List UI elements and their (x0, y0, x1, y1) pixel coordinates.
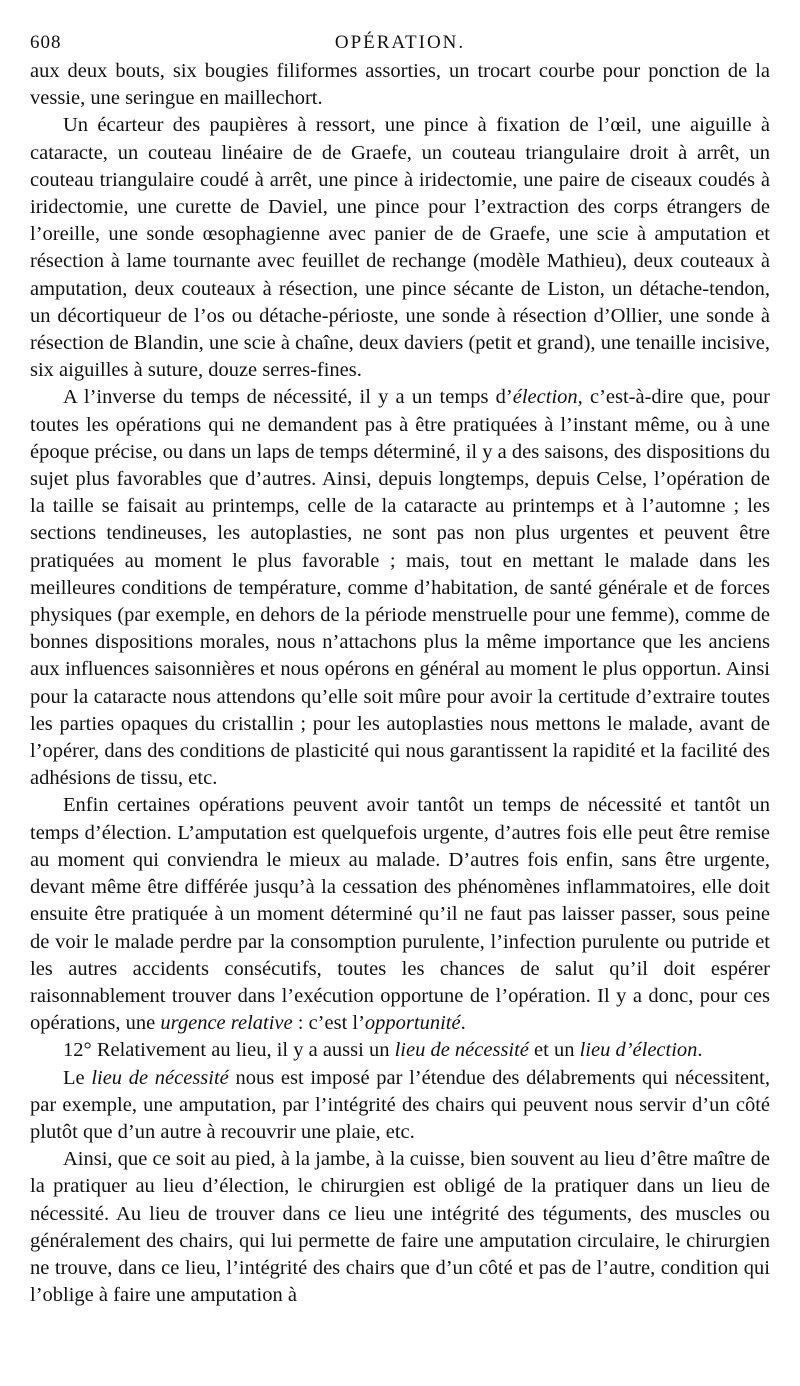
paragraph (30, 1037, 770, 1064)
text-run: Enfin certaines opérations peuvent avoir tantôt un temps de nécessité et tantôt un temps d’élection. L’amputation est quelquefois urgente, d’autres fois elle peut être remise au moment qui conviendra le mieux au malade. D’autres fois enfin, sans être urgente, devant même être différée jusqu’à la cessation des phénomènes inflammatoires, elle doit ensuite être pratiquée à un moment déterminé qu’il ne faut pas laisser passer, sous peine de voir le malade perdre par la consomption purulente, l’infection purulente ou putride et les autres accidents consécutifs, toutes les chances de salut qu’il doit espérer raisonnablement trouver dans l’exécution opportune de l’opération. Il y a donc, pour ces opérations, une (30, 794, 770, 1035)
text-run: 12° Relativement au lieu, il y a aussi un (63, 1039, 395, 1062)
body-text (30, 58, 770, 1309)
running-head (30, 24, 770, 58)
text-run: Le (63, 1066, 92, 1089)
page-number: 608 (30, 32, 62, 53)
italic-term: lieu de nécessité (91, 1066, 229, 1089)
paragraph (30, 792, 770, 1037)
paragraph (30, 1065, 770, 1147)
text-run: Ainsi, que ce soit au pied, à la jambe, à la cuisse, bien souvent au lieu d’être maître de la pratiquer au lieu d’élection, le chirurgien est obligé de la pratiquer dans un lieu de nécessité. Au lieu de trouver dans ce lieu une intégrité des téguments, des muscles ou généralement des chairs, qui lui permette de faire une amputation circulaire, le chirurgien ne trouve, dans ce lieu, l’intégrité des chairs que d’un côté et pas de l’autre, condition qui l’oblige à faire une amputation à (30, 1148, 770, 1307)
italic-term: lieu d’élection (579, 1039, 698, 1062)
text-run: : c’est l’ (292, 1012, 365, 1035)
text-run: nous est imposé par l’étendue des délabrements qui nécessitent, par exemple, une amputation, par l’intégrité des chairs qui peuvent nous servir d’un côté plutôt que d’un autre à recouvrir une plaie, etc. (30, 1066, 770, 1143)
italic-term: lieu de nécessité (394, 1039, 529, 1062)
text-run: et un (528, 1039, 580, 1062)
paragraph (30, 112, 770, 384)
text-run: , c’est-à-dire que, pour toutes les opérations qui ne demandent pas à être pratiquées à l’instant même, ou à une époque précise, ou dans un laps de temps déterminé, il y a des saisons, des dispositions du sujet plus favorables que d’autres. Ainsi, depuis longtemps, depuis Celse, l’opération de la taille se faisait au printemps, celle de la cataracte au printemps et à l’automne ; les sections tendineuses, les autoplasties, ne sont pas non plus urgentes et peuvent être pratiquées au moment le plus favorable ; mais, tout en mettant le malade dans les meilleures conditions de température, comme d’habitation, de santé générale et de forces physiques (par exemple, en dehors de la période menstruelle pour une femme), comme de bonnes dispositions morales, nous n’attachons plus la même importance que les anciens aux influences saisonnières et nous opérons en général au moment le plus opportun. Ainsi pour la cataracte nous attendons qu’elle soit mûre pour avoir la certitude d’extraire toutes les parties opaques du cristallin ; pour les autoplasties nous mettons le malade, avant de l’opérer, dans des conditions de plasticité qui nous garantissent la rapidité et la facilité des adhésions de tissu, etc. (30, 386, 770, 790)
paragraph (30, 384, 770, 792)
italic-term: élection (512, 386, 578, 409)
paragraph (30, 58, 770, 112)
text-run: Un écarteur des paupières à ressort, une pince à fixation de l’œil, une aiguille à cataracte, un couteau linéaire de de Graefe, un couteau triangulaire droit à arrêt, un couteau triangulaire coudé à arrêt, une pince à iridectomie, une paire de ciseaux coudés à iridectomie, une curette de Daviel, une pince pour l’extraction des corps étrangers de l’oreille, une sonde œsophagienne avec panier de de Graefe, une scie à amputation et résection à lame tournante avec feuillet de rechange (modèle Mathieu), deux couteaux à amputation, deux couteaux à résection, une pince sécante de Liston, un détache-tendon, un décortiqueur de l’os ou détache-périoste, une sonde à résection d’Ollier, une sonde à résection de Blandin, une scie à chaîne, deux daviers (petit et grand), une tenaille incisive, six aiguilles à suture, douze serres-fines. (30, 114, 770, 382)
italic-term: opportunité (364, 1012, 461, 1035)
book-page (30, 24, 770, 1309)
italic-term: urgence relative (160, 1012, 293, 1035)
text-run: aux deux bouts, six bougies filiformes assorties, un trocart courbe pour ponction de la vessie, une seringue en maillechort. (30, 60, 770, 110)
text-run: . (697, 1039, 703, 1062)
running-title: OPÉRATION. (334, 32, 466, 53)
text-run: A l’inverse du temps de nécessité, il y a un temps d’ (63, 386, 513, 409)
text-run: . (460, 1012, 466, 1035)
paragraph (30, 1146, 770, 1309)
